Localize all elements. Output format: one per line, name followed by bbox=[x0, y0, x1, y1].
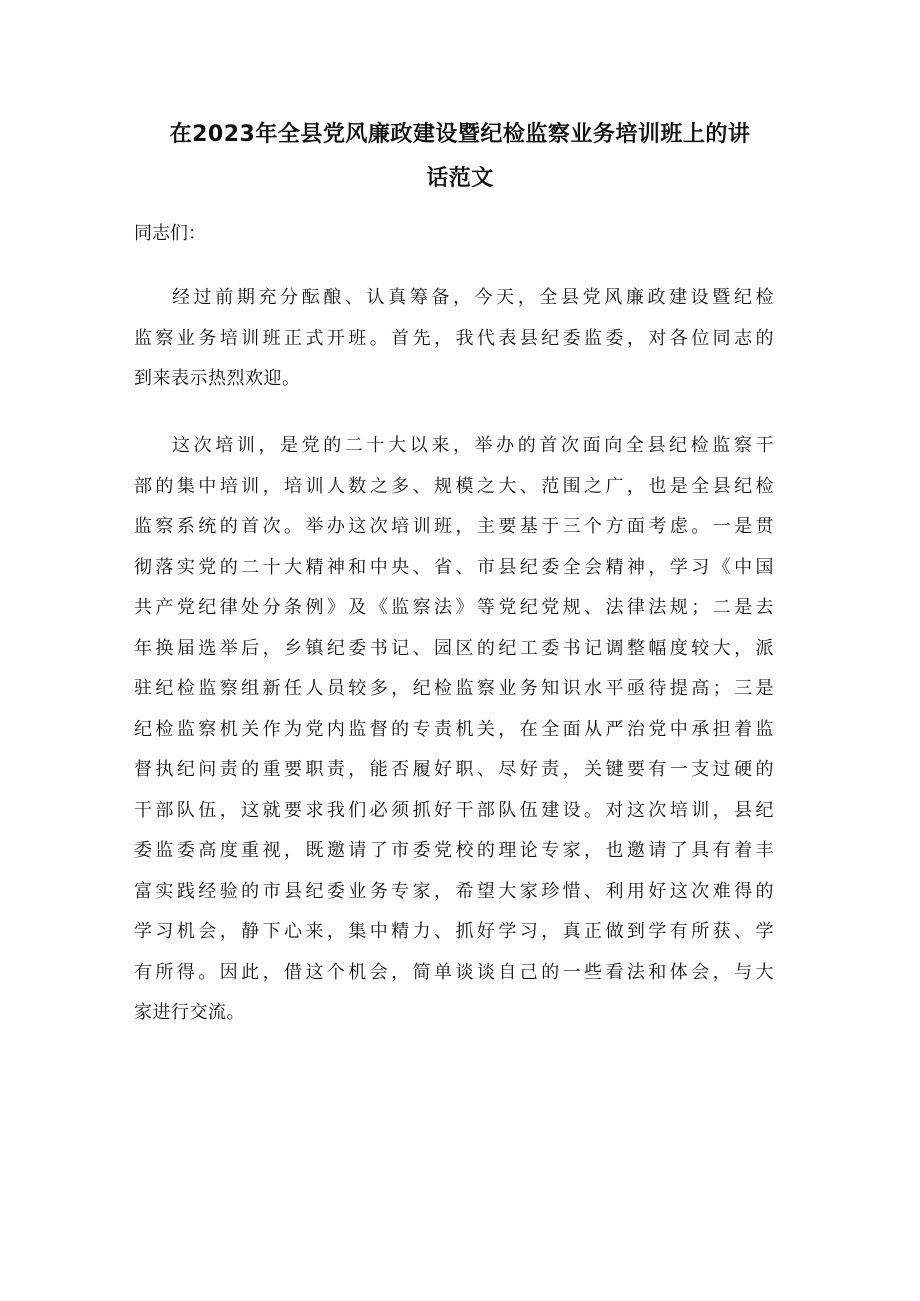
paragraph-line: 年换届选举后，乡镇纪委书记、园区的纪工委书记调整幅度较大，派 bbox=[134, 637, 774, 659]
paragraph-line: 富实践经验的市县纪委业务专家，希望大家珍惜、利用好这次难得的 bbox=[134, 880, 774, 902]
paragraph-line: 彻落实党的二十大精神和中央、省、市县纪委全会精神，学习《中国 bbox=[134, 556, 774, 578]
paragraph-line: 干部队伍，这就要求我们必须抓好干部队伍建设。对这次培训，县纪 bbox=[134, 799, 774, 821]
paragraph-line: 经过前期充分酝酿、认真筹备，今天，全县党风廉政建设暨纪检 bbox=[172, 287, 774, 308]
paragraph-line: 纪检监察机关作为党内监督的专责机关，在全面从严治党中承担着监 bbox=[134, 718, 774, 740]
document-title bbox=[132, 113, 788, 201]
paragraph-line: 共产党纪律处分条例》及《监察法》等党纪党规、法律法规；二是去 bbox=[134, 597, 774, 618]
paragraph-1 bbox=[134, 278, 774, 400]
paragraph-line: 到来表示热烈欢迎。 bbox=[134, 368, 301, 389]
title-line: 在2023年全县党风廉政建设暨纪检监察业务培训班上的讲 bbox=[169, 122, 751, 147]
paragraph-line: 监察系统的首次。举办这次培训班，主要基于三个方面考虑。一是贯 bbox=[134, 516, 774, 537]
paragraph-line: 家进行交流。 bbox=[134, 1002, 245, 1023]
paragraph-line: 部的集中培训，培训人数之多、规模之大、范围之广，也是全县纪检 bbox=[134, 475, 774, 497]
title-line: 话范文 bbox=[426, 166, 494, 191]
paragraph-line: 督执纪问责的重要职责，能否履好职、尽好责，关键要有一支过硬的 bbox=[134, 759, 774, 780]
paragraph-line: 这次培训，是党的二十大以来，举办的首次面向全县纪检监察干 bbox=[172, 435, 774, 456]
paragraph-line: 监察业务培训班正式开班。首先，我代表县纪委监委，对各位同志的 bbox=[134, 327, 774, 349]
greeting: 同志们： bbox=[134, 223, 206, 244]
paragraph-line: 驻纪检监察组新任人员较多，纪检监察业务知识水平亟待提高；三是 bbox=[134, 678, 774, 699]
paragraph-line: 委监委高度重视，既邀请了市委党校的理论专家，也邀请了具有着丰 bbox=[134, 840, 774, 861]
paragraph-line: 有所得。因此，借这个机会，简单谈谈自己的一些看法和体会，与大 bbox=[134, 961, 774, 983]
paragraph-2 bbox=[134, 426, 774, 1034]
paragraph-line: 学习机会，静下心来，集中精力、抓好学习，真正做到学有所获、学 bbox=[134, 921, 774, 942]
